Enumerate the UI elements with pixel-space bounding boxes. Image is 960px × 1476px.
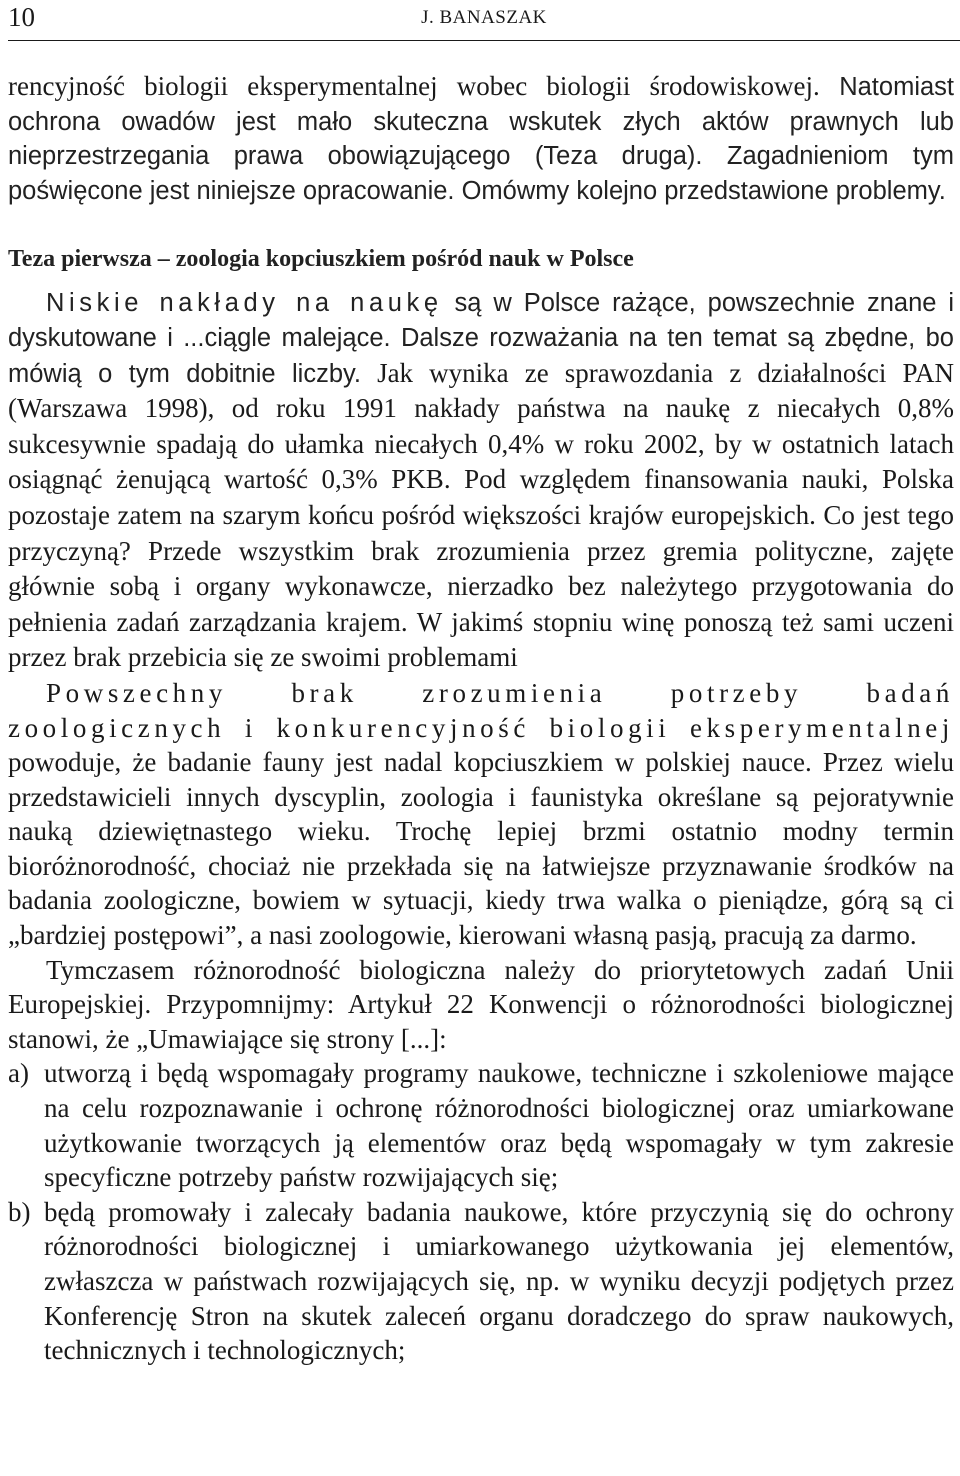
list-item-text: będą promowały i zalecały badania naukowe, które przyczynią się do ochrony różnorodności biologicznej i umiarkowanego użytkowania jej elementów, zwłaszcza w państwach rozwijających się, np. w wyniku decyzji podjętych przez Konferencję Stron na skutek zaleceń organu doradczego do spraw naukowych, technicznych i technologicznych;: [44, 1196, 954, 1366]
header-rule: [8, 40, 960, 41]
body-text: [8, 69, 954, 1368]
intro-sentence-2: Natomiast ochrona owadów jest mało skuteczna wskutek złych aktów prawnych lub nieprzestrzegania prawa obowiązującego (Teza druga). Zagadnieniom tym poświęcone jest niniejsze opracowanie. Omówmy kolejno przedstawione problemy.: [8, 73, 955, 205]
list-marker: b): [8, 1196, 31, 1227]
convention-list: [8, 1056, 954, 1367]
list-marker: a): [8, 1058, 29, 1089]
list-item-text: utworzą i będą wspomagały programy naukowe, techniczne i szkoleniowe mające na celu rozpoznawanie i ochronę różnorodności biologicznej oraz umiarkowane użytkowanie tworzących ją elementów oraz będą wspomagały w tym zakresie specyficzne potrzeby państw rozwijających się;: [44, 1058, 954, 1193]
paragraph-zoology-text: powoduje, że badanie fauny jest nadal kopciuszkiem w polskiej nauce. Przez wielu przedstawicieli innych dyscyplin, zoologia i faunistyka określane są pejoratywnie nauką dziewiętnastego wieku. Trochę lepiej brzmi ostatnio modny termin bioróżnorodność, chociaż nie przekłada się na łatwiejsze przyznawanie środków na badania zoologiczne, bowiem w sytuacji, kiedy trwa walka o pieniądze, górą są ci „bardziej postępowi”, a nasi zoologowie, kierowani własną pasją, pracują za darmo.: [8, 747, 954, 951]
list-item: [8, 1195, 954, 1368]
paragraph-convention: Tymczasem różnorodność biologiczna należy do priorytetowych zadań Unii Europejskiej. Przypomnijmy: Artykuł 22 Konwencji o różnorodności biologicznej stanowi, że „Umawiające się strony [...]:: [8, 954, 954, 1054]
paragraph-funding-serif: Jak wynika ze sprawozdania z działalności PAN (Warszawa 1998), od roku 1991 nakłady państwa na naukę z niecałych 0,8% sukcesywnie spadają do ułamka niecałych 0,4% w roku 2002, by w ostatnich latach osiągnąć żenującą wartość 0,3% PKB. Pod względem finansowania nauki, Polska pozostaje zatem na szarym końcu pośród większości krajów europejskich. Co jest tego przyczyną? Przede wszystkim brak zrozumienia przez gremia polityczne, zajęte głównie sobą i organy wykonawcze, nierzadko bez należytego przygotowania do pełnienia zadań zarządzania krajem. W jakimś stopniu winę ponoszą też sami uczeni przez brak przebicia się ze swoimi problemami: [8, 357, 954, 673]
running-head-author: J. BANASZAK: [421, 7, 547, 28]
running-head: [8, 0, 960, 40]
list-item: [8, 1056, 954, 1194]
paragraph-funding: [8, 286, 954, 676]
intro-sentence-1: rencyjność biologii eksperymentalnej wobec biologii środowiskowej.: [8, 71, 820, 101]
paragraph-funding-emphasis: Niskie nakłady na naukę: [46, 289, 443, 318]
paragraph-zoology-emphasis: Powszechny brak zrozumienia potrzeby badań zoologicznych i konkurencyjność biologii eksperymentalnej: [8, 677, 954, 743]
section-heading: Teza pierwsza – zoologia kopciuszkiem pośród nauk w Polsce: [8, 246, 634, 273]
intro-paragraph: [8, 69, 954, 208]
paragraph-zoology: [8, 676, 954, 953]
page-number: 10: [8, 2, 35, 32]
paragraph-funding-sans: są w Polsce rażące, powszechnie znane i dyskutowane i ...ciągle malejące. Dalsze rozważania na ten temat są zbędne, bo mówią o tym dobitnie liczby.: [8, 289, 954, 388]
